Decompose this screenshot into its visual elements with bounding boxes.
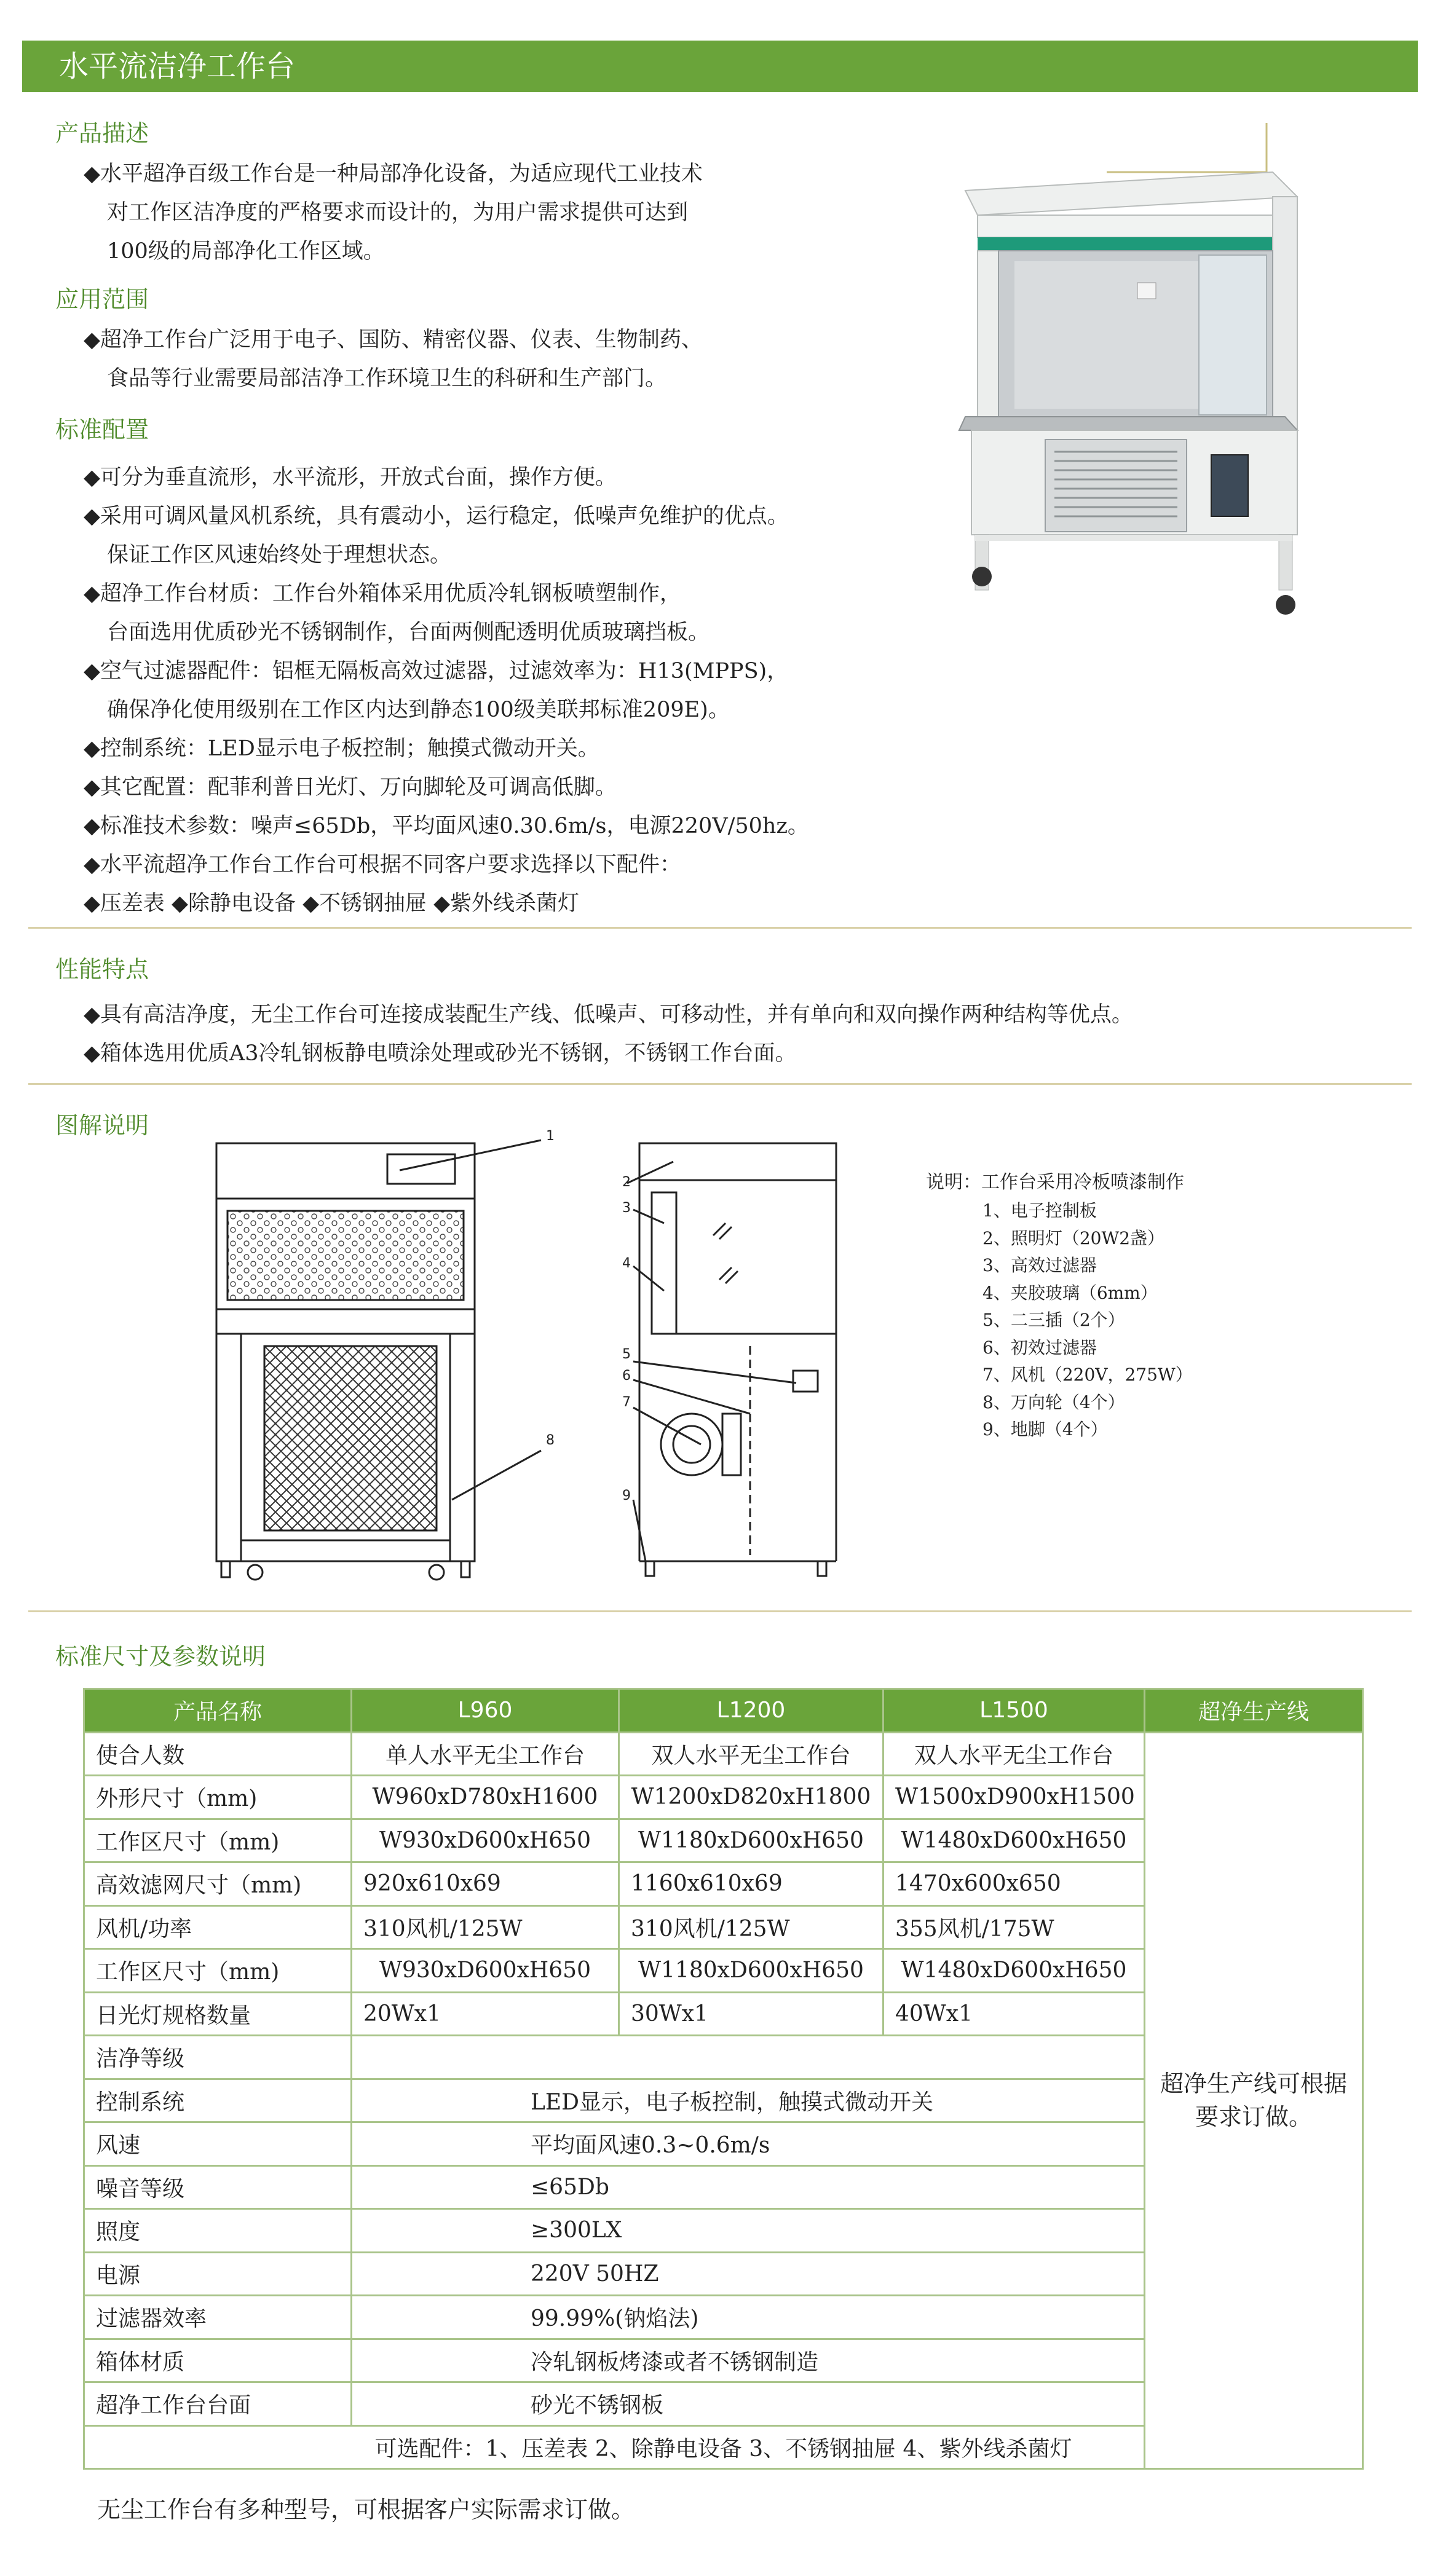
description-line: ◆水平超净百级工作台是一种局部净化设备，为适应现代工业技术 [84, 162, 703, 186]
callout-number: 5 [622, 1347, 631, 1362]
table-cell: LED显示，电子板控制，触摸式微动开关 [352, 2079, 1145, 2122]
config-line: ◆水平流超净工作台工作台可根据不同客户要求选择以下配件： [84, 853, 681, 877]
legend-item: 9、地脚（4个） [982, 1419, 1108, 1440]
table-cell: W1480xD600xH650 [884, 1819, 1145, 1862]
legend-item: 6、初效过滤器 [982, 1337, 1097, 1358]
row-label: 使合人数 [84, 1732, 352, 1776]
legend-item: 5、二三插（2个） [982, 1310, 1125, 1330]
section-heading-application: 应用范围 [55, 286, 149, 313]
table-cell: 99.99%(钠焰法) [352, 2296, 1145, 2339]
config-text [84, 459, 809, 923]
config-line: ◆标准技术参数：噪声≤65Db，平均面风速0.30.6m/s，电源220V/50hz。 [84, 814, 809, 838]
spec-table [83, 1688, 1364, 2470]
table-cell: 30Wx1 [619, 1992, 884, 2036]
application-text [84, 321, 703, 398]
table-cell: W960xD780xH1600 [352, 1776, 619, 1819]
page-title: 水平流洁净工作台 [22, 41, 1418, 92]
row-label: 风速 [84, 2122, 352, 2166]
config-line: ◆压差表 ◆除静电设备 ◆不锈钢抽屉 ◆紫外线杀菌灯 [84, 891, 580, 916]
features-line: ◆具有高洁净度，无尘工作台可连接成装配生产线、低噪声、可移动性，并有单向和双向操作两种结构等优点。 [84, 1002, 1133, 1027]
config-line: ◆控制系统：LED显示电子板控制；触摸式微动开关。 [84, 736, 599, 761]
table-cell: 平均面风速0.3~0.6m/s [352, 2122, 1145, 2166]
row-label: 日光灯规格数量 [84, 1992, 352, 2036]
row-label: 洁净等级 [84, 2036, 352, 2079]
table-cell: 310风机/125W [352, 1905, 619, 1949]
table-cell: W930xD600xH650 [352, 1949, 619, 1993]
legend-item: 3、高效过滤器 [982, 1255, 1097, 1275]
table-cell: 冷轧钢板烤漆或者不锈钢制造 [352, 2339, 1145, 2382]
row-label: 超净工作台台面 [84, 2382, 352, 2426]
callout-number: 4 [622, 1256, 631, 1271]
table-cell: 双人水平无尘工作台 [884, 1732, 1145, 1776]
section-heading-diagram: 图解说明 [55, 1112, 149, 1139]
features-line: ◆箱体选用优质A3冷轧钢板静电喷涂处理或砂光不锈钢，不锈钢工作台面。 [84, 1041, 797, 1066]
column-header: L1200 [619, 1689, 884, 1733]
row-label: 风机/功率 [84, 1905, 352, 1949]
workbench-diagram [209, 1125, 898, 1598]
table-cell: W1180xD600xH650 [619, 1949, 884, 1993]
table-header-row [84, 1689, 1363, 1733]
row-label: 电源 [84, 2252, 352, 2296]
legend-item: 2、照明灯（20W2盏） [982, 1227, 1165, 1248]
callout-number: 7 [622, 1395, 631, 1410]
config-line: 确保净化使用级别在工作区内达到静态100级美联邦标准209E)。 [107, 698, 730, 722]
column-header: L960 [352, 1689, 619, 1733]
diagram-note: 说明：工作台采用冷板喷漆制作 [926, 1172, 1184, 1193]
table-cell: 20Wx1 [352, 1992, 619, 2036]
row-label: 照度 [84, 2209, 352, 2253]
table-cell: 355风机/175W [884, 1905, 1145, 1949]
config-line: 台面选用优质砂光不锈钢制作，台面两侧配透明优质玻璃挡板。 [107, 620, 710, 645]
column-header: 超净生产线 [1145, 1689, 1363, 1733]
table-cell: W1200xD820xH1800 [619, 1776, 884, 1819]
callout-number: 3 [622, 1200, 631, 1216]
table-cell: W1180xD600xH650 [619, 1819, 884, 1862]
row-label: 过滤器效率 [84, 2296, 352, 2339]
section-heading-description: 产品描述 [55, 120, 149, 147]
callout-number: 2 [622, 1175, 631, 1190]
section-divider [28, 1610, 1412, 1612]
callout-number: 9 [622, 1488, 631, 1503]
optional-accessories: 可选配件：1、压差表 2、除静电设备 3、不锈钢抽屉 4、紫外线杀菌灯 [84, 2425, 1363, 2469]
row-label: 外形尺寸（mm) [84, 1776, 352, 1819]
section-heading-config: 标准配置 [55, 416, 149, 443]
table-cell: 40Wx1 [884, 1992, 1145, 2036]
table-cell: 920x610x69 [352, 1862, 619, 1906]
config-line: ◆其它配置：配菲利普日光灯、万向脚轮及可调高低脚。 [84, 775, 617, 800]
row-label: 箱体材质 [84, 2339, 352, 2382]
row-label: 高效滤网尺寸（mm) [84, 1862, 352, 1906]
footer-note: 无尘工作台有多种型号，可根据客户实际需求订做。 [97, 2496, 635, 2523]
legend-item: 1、电子控制板 [982, 1200, 1097, 1221]
table-cell: ≤65Db [352, 2165, 1145, 2209]
application-line: ◆超净工作台广泛用于电子、国防、精密仪器、仪表、生物制药、 [84, 328, 703, 352]
column-header: L1500 [884, 1689, 1145, 1733]
config-line: ◆采用可调风量风机系统，具有震动小，运行稳定，低噪声免维护的优点。 [84, 504, 789, 529]
row-label: 噪音等级 [84, 2165, 352, 2209]
description-line: 对工作区洁净度的严格要求而设计的，为用户需求提供可达到 [107, 200, 689, 225]
features-text [84, 996, 1133, 1073]
table-cell: W930xD600xH650 [352, 1819, 619, 1862]
table-cell: 砂光不锈钢板 [352, 2382, 1145, 2426]
row-label: 工作区尺寸（mm) [84, 1819, 352, 1862]
section-heading-spec: 标准尺寸及参数说明 [55, 1643, 266, 1670]
config-line: ◆超净工作台材质：工作台外箱体采用优质冷轧钢板喷塑制作， [84, 581, 681, 606]
table-cell: 双人水平无尘工作台 [619, 1732, 884, 1776]
config-line: ◆空气过滤器配件：铝框无隔板高效过滤器，过滤效率为：H13(MPPS)， [84, 659, 789, 683]
table-cell: 1160x610x69 [619, 1862, 884, 1906]
callout-number: 8 [546, 1433, 555, 1448]
legend-item: 4、夹胶玻璃（6mm） [982, 1282, 1158, 1303]
table-row [84, 2425, 1363, 2469]
table-cell: W1480xD600xH650 [884, 1949, 1145, 1993]
table-cell: ≥300LX [352, 2209, 1145, 2253]
table-cell: 310风机/125W [619, 1905, 884, 1949]
callout-number: 6 [622, 1368, 631, 1384]
column-header: 产品名称 [84, 1689, 352, 1733]
row-label: 控制系统 [84, 2079, 352, 2122]
application-line: 食品等行业需要局部洁净工作环境卫生的科研和生产部门。 [107, 366, 667, 391]
section-heading-features: 性能特点 [55, 956, 149, 983]
legend-item: 8、万向轮（4个） [982, 1392, 1125, 1412]
workbench-photo [953, 123, 1334, 627]
table-cell: 单人水平无尘工作台 [352, 1732, 619, 1776]
callout-number: 1 [546, 1128, 555, 1144]
section-divider [28, 1083, 1412, 1085]
config-line: 保证工作区风速始终处于理想状态。 [107, 543, 452, 567]
config-line: ◆可分为垂直流形，水平流形，开放式台面，操作方便。 [84, 465, 617, 490]
legend-item: 7、风机（220V，275W） [982, 1365, 1193, 1385]
table-cell [352, 2036, 1145, 2079]
diagram-legend [982, 1197, 1193, 1444]
row-label: 工作区尺寸（mm) [84, 1949, 352, 1993]
section-divider [28, 927, 1412, 929]
production-line-note: 超净生产线可根据要求订做。 [1145, 1732, 1363, 2469]
table-row [84, 1732, 1363, 1776]
table-cell: 1470x600x650 [884, 1862, 1145, 1906]
description-line: 100级的局部净化工作区域。 [107, 239, 385, 264]
description-text [84, 155, 703, 271]
table-cell: 220V 50HZ [352, 2252, 1145, 2296]
table-cell: W1500xD900xH1500 [884, 1776, 1145, 1819]
